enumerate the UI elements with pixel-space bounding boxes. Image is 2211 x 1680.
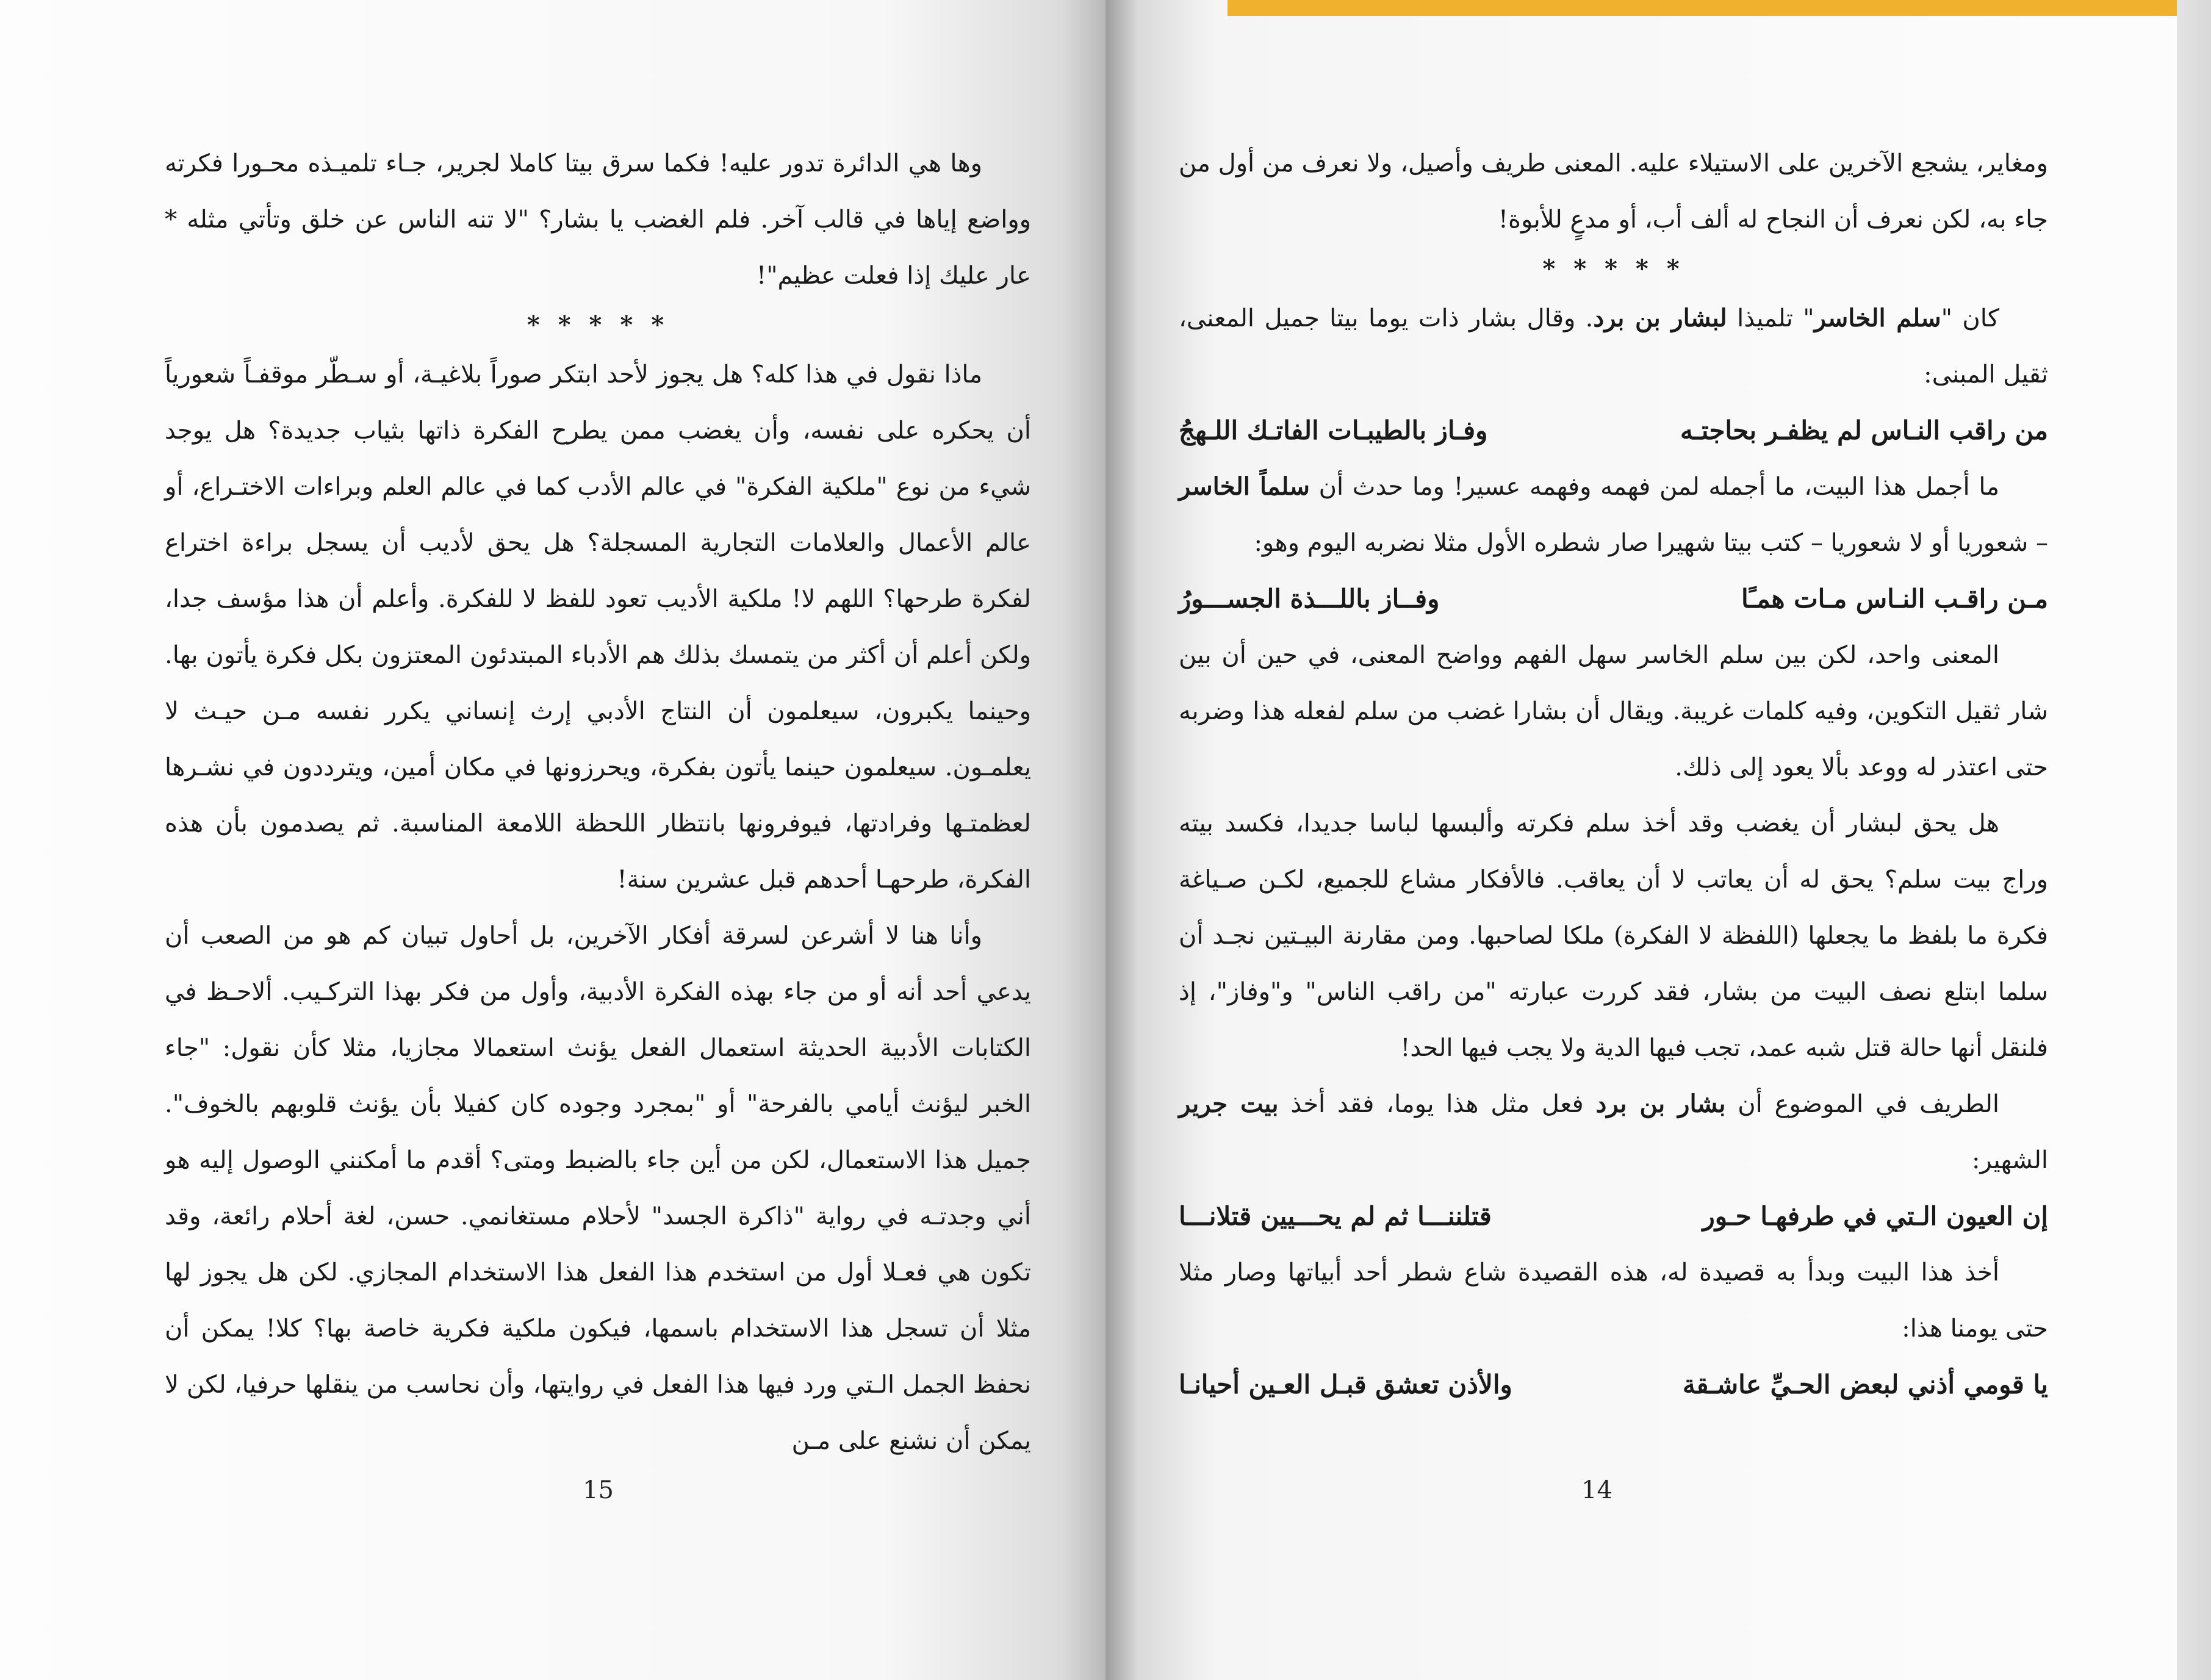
right-page bbox=[1106, 0, 2211, 1680]
page-number-left: 15 bbox=[583, 1476, 614, 1504]
right-paragraph-2: كان "سلم الخاسر" تلميذا لبشار بن برد. وقال بشار ذات يوما بيتا جميل المعنى، ثقيل المبنى: bbox=[1179, 304, 2048, 389]
right-paragraph-6: الطريف في الموضوع أن بشار بن برد فعل مثل هذا يوما، فقد أخذ بيت جرير الشهير: bbox=[1179, 1089, 2048, 1174]
verse-2-first-half: مـن راقـب النـاس مـات همـًا bbox=[1741, 584, 2048, 614]
verse-1-second-half: وفـاز بالطيبـات الفاتـك اللـهجُ bbox=[1179, 415, 1488, 445]
right-paragraph-3: ما أجمل هذا البيت، ما أجمله لمن فهمه وفهمه عسير! وما حدث أن سلماً الخاسر – شعوريا أو لا شعوريا – كتب بيتا شهيرا صار شطره الأول مثلا نضربه اليوم وهو: bbox=[1179, 472, 2048, 557]
section-separator: * * * * * bbox=[1542, 254, 1684, 283]
verse-4-first-half: يا قومي أذني لبعض الحـيِّ عاشـقة bbox=[1682, 1369, 2048, 1399]
right-paragraph-7: أخذ هذا البيت وبدأ به قصيدة له، هذه القصيدة شاع شطر أحد أبياتها وصار مثلا حتى يومنا هذا: bbox=[1179, 1258, 2048, 1343]
verse-1-first-half: من راقب النـاس لم يظفـر بحاجتـه bbox=[1680, 415, 2048, 445]
right-paragraph-4: المعنى واحد، لكن بين سلم الخاسر سهل الفهم وواضح المعنى، في حين أن بين شار ثقيل التكوين، وفيه كلمات غريبة. ويقال أن بشارا غضب من سلم لفعله هذا وضربه حتى اعتذر له ووعد بألا يعود إلى ذلك. bbox=[1179, 641, 2048, 781]
verse-2-second-half: وفــاز باللـــذة الجســـورُ bbox=[1179, 584, 1440, 614]
right-paragraph-5: هل يحق لبشار أن يغضب وقد أخذ سلم فكرته وألبسها لباسا جديدا، فكسد بيته وراج بيت سلم؟ يحق له أن يعاتب لا أن يعاقب. فالأفكار مشاع للجميع، لكـن صـياغة فكرة ما بلفظ ما يجعلها (اللفظة لا الفكرة) ملكا لصاحبها. ومن مقارنة البيـتين نجـد أن سلما ابتلع نصف البيت من بشار، فقد كررت عبارته "من راقب الناس" و"وفاز"، إذ فلنقل أنها حالة قتل شبه عمد، تجب فيها الدية ولا يجب فيها الحد! bbox=[1179, 809, 2048, 1062]
verse-1 bbox=[1179, 403, 2048, 459]
right-page-text bbox=[1179, 135, 2048, 1413]
section-separator: * * * * * bbox=[527, 311, 669, 339]
left-paragraph-2: ماذا نقول في هذا كله؟ هل يجوز لأحد ابتكر صوراً بلاغيـة، أو سـطّر موقفـاً شعورياً أن يحكره على نفسه، وأن يغضب ممن يطرح الفكرة ذاتها بثياب جديدة؟ هل يوجد شيء من نوع "ملكية الفكرة" في عالم الأدب كما في عالم العلم وبراءات الاختـراع، أو عالم الأعمال والعلامات التجارية المسجلة؟ هل يحق لأديب أن يسجل براءة اختراع لفكرة طرحها؟ اللهم لا! ملكية الأديب تعود للفظ لا للفكرة. وأعلم أن هذا مؤسف جدا، ولكن أعلم أن أكثر من يتمسك بذلك هم الأدباء المبتدئون المعتزون بكل فكرة يأتون بها. وحينما يكبرون، سيعلمون أن النتاج الأدبي إرث إنساني يكرر نفسه مـن حيـث لا يعلمـون. سيعلمون حينما يأتون بفكرة، ويحرزونها في مكان أمين، ويترددون في نشـرها لعظمتـها وفرادتها، فيوفرونها بانتظار اللحظة اللامعة المناسبة. ثم يصدمون بأن هذه الفكرة، طرحهـا أحدهم قبل عشرين سنة! bbox=[165, 361, 1031, 894]
cover-side bbox=[2177, 0, 2211, 1680]
left-page-text bbox=[165, 135, 1031, 1469]
verse-4 bbox=[1179, 1357, 2048, 1413]
cover-edge bbox=[1228, 0, 2211, 16]
left-paragraph-3: وأنا هنا لا أشرعن لسرقة أفكار الآخرين، بل أحاول تبيان كم هو من الصعب أن يدعي أحد أنه أو من جاء بهذه الفكرة الأدبية، وأول من فكر بهذا التركـيب. ألاحـظ في الكتابات الأدبية الحديثة استعمال الفعل يؤنث استعمالا مجازيا، مثلا كأن نقول: "جاء الخبر ليؤنث أيامي بالفرحة" أو "بمجرد وجوده كان كفيلا بأن يؤنث قلوبهم بالخوف". جميل هذا الاستعمال، لكن من أين جاء بالضبط ومتى؟ أقدم ما أمكنني الوصول إليه هو أني وجدتـه في رواية "ذاكرة الجسد" لأحلام مستغانمي. حسن، لغة أحلام رائعة، وقد تكون هي فعـلا أول من استخدم هذا الفعل هذا الاستخدام المجازي. لكن هل يجوز لها مثلا أن تسجل هذا الاستخدام باسمها، فيكون ملكية فكرية خاصة بها؟ كلا! يمكن أن نحفظ الجمل الـتي ورد فيها هذا الفعل في روايتها، وأن نحاسب من ينقلها حرفيا، لكن لا يمكن أن نشنع على مـن bbox=[165, 922, 1032, 1455]
verse-4-second-half: والأذن تعشق قبـل العـين أحيانـا bbox=[1179, 1369, 1512, 1399]
verse-3 bbox=[1179, 1188, 2048, 1244]
verse-3-first-half: إن العيون الـتي في طرفهـا حـور bbox=[1702, 1201, 2048, 1231]
left-paragraph-1: وها هي الدائرة تدور عليه! فكما سرق بيتا كاملا لجرير، جـاء تلميـذه محـورا فكرته وواضع إياها في قالب آخر. فلم الغضب يا بشار؟ "لا تنه الناس عن خلق وتأتي مثله * عار عليك إذا فعلت عظيم"! bbox=[165, 149, 1031, 290]
page-number-right: 14 bbox=[1581, 1476, 1612, 1504]
verse-2 bbox=[1179, 571, 2048, 627]
right-paragraph-1: ومغاير، يشجع الآخرين على الاستيلاء عليه. المعنى طريف وأصيل، ولا نعرف من أول من جاء به، لكن نعرف أن النجاح له ألف أب، أو مدعٍ للأبوة! bbox=[1179, 149, 2048, 234]
verse-3-second-half: قتلننـــا ثم لم يحـــيين قتلانـــا bbox=[1179, 1201, 1492, 1231]
